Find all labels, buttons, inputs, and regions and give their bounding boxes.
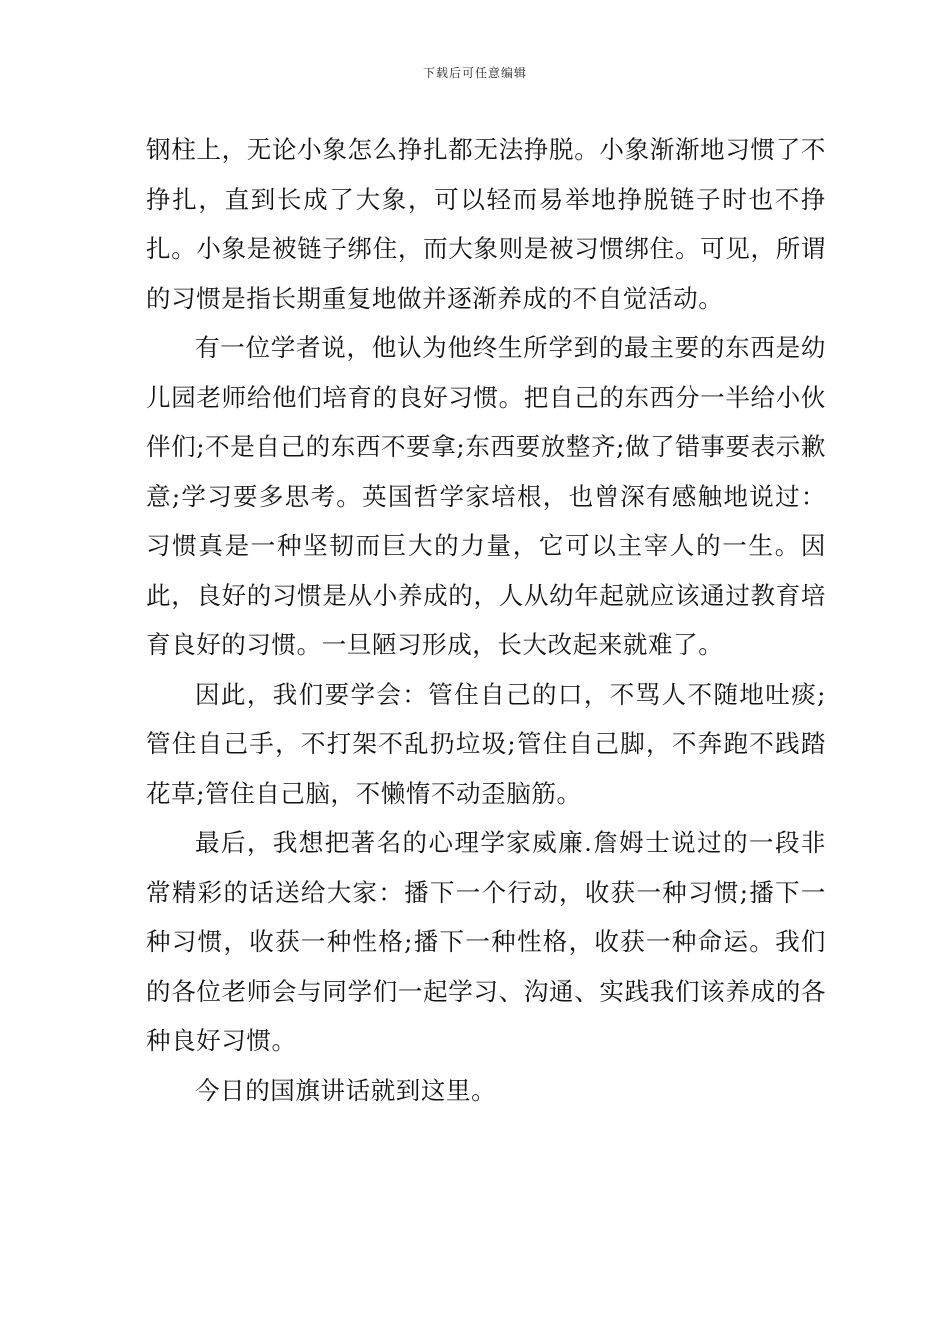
header-note: 下载后可任意编辑 xyxy=(422,66,527,80)
paragraph-self-control: 因此，我们要学会：管住自己的口，不骂人不随地吐痰;管住自己手，不打架不乱扔垃圾;管住自己脚，不奔跑不践踏花草;管住自己脑，不懒惰不动歪脑筋。 xyxy=(146,679,826,808)
document-body xyxy=(146,125,826,1115)
paragraph-scholar-quote: 有一位学者说，他认为他终生所学到的最主要的东西是幼儿园老师给他们培育的良好习惯。把自己的东西分一半给小伙伴们;不是自己的东西不要拿;东西要放整齐;做了错事要表示歉意;学习要多思考。英国哲学家培根，也曾深有感触地说过：习惯真是一种坚韧而巨大的力量，它可以主宰人的一生。因此，良好的习惯是从小养成的，人从幼年起就应该通过教育培育良好的习惯。一旦陋习形成，长大改起来就难了。 xyxy=(146,333,826,659)
paragraph-james-quote: 最后，我想把著名的心理学家威廉.詹姆士说过的一段非常精彩的话送给大家：播下一个行动，收获一种习惯;播下一种习惯，收获一种性格;播下一种性格，收获一种命运。我们的各位老师会与同学们一起学习、沟通、实践我们该养成的各种良好习惯。 xyxy=(146,828,826,1055)
paragraph-closing: 今日的国旗讲话就到这里。 xyxy=(195,1075,497,1105)
paragraph-continuation: 钢柱上，无论小象怎么挣扎都无法挣脱。小象渐渐地习惯了不挣扎，直到长成了大象，可以轻而易举地挣脱链子时也不挣扎。小象是被链子绑住，而大象则是被习惯绑住。可见，所谓的习惯是指长期重复地做并逐渐养成的不自觉活动。 xyxy=(146,135,826,313)
